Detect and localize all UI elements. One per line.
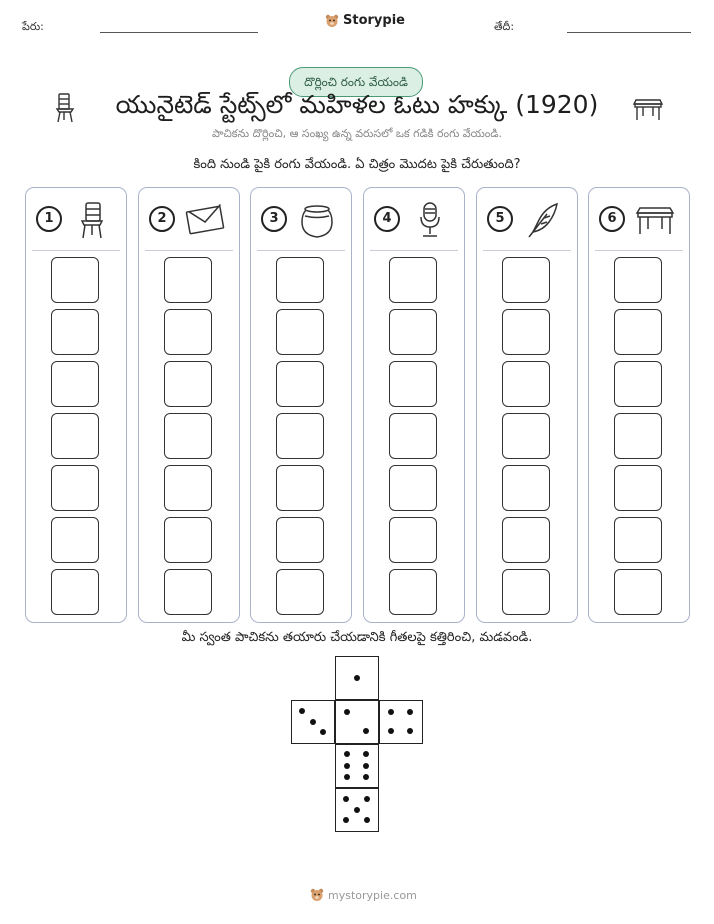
dice-face-4 [379,700,423,744]
coloring-cell[interactable] [502,569,550,615]
footer [310,888,417,902]
dice-face-1 [335,656,379,700]
coloring-cell[interactable] [502,413,550,459]
coloring-cell[interactable] [614,517,662,563]
coloring-cell[interactable] [276,413,324,459]
chair-icon [52,92,80,124]
dice-pip [354,675,360,681]
coloring-cell[interactable] [614,309,662,355]
coloring-cell[interactable] [276,257,324,303]
coloring-cell[interactable] [389,309,437,355]
dice-pip [407,728,413,734]
column-5 [476,187,578,623]
coloring-cell[interactable] [614,361,662,407]
column-number: 2 [149,206,175,232]
name-label: పేరు: [22,20,44,33]
coloring-cell[interactable] [276,309,324,355]
column-divider [257,250,345,251]
column-number: 1 [36,206,62,232]
coloring-cell[interactable] [389,465,437,511]
coloring-cell[interactable] [51,569,99,615]
dice-pip [320,729,326,735]
dice-pip [344,774,350,780]
coloring-cell[interactable] [51,465,99,511]
date-label: తేదీ: [494,20,515,33]
dice-pip [388,728,394,734]
dice-pip [363,728,369,734]
coloring-cell[interactable] [614,257,662,303]
coloring-cell[interactable] [389,257,437,303]
column-number: 5 [487,206,513,232]
activity-badge: దొర్లించి రంగు వేయండి [289,67,423,97]
dice-face-6 [335,744,379,788]
coloring-cell[interactable] [164,361,212,407]
column-2 [138,187,240,623]
coloring-cell[interactable] [164,569,212,615]
dice-face-3 [291,700,335,744]
coloring-cell[interactable] [51,257,99,303]
coloring-cell[interactable] [164,309,212,355]
dice-pip [363,763,369,769]
coloring-cell[interactable] [502,465,550,511]
column-4 [363,187,465,623]
dice-pip [364,817,370,823]
feather-quill-icon [523,200,563,240]
cut-instruction: మీ స్వంత పాచికను తయారు చేయడానికి గీతలపై కత్తిరించి, మడవండి. [181,630,533,645]
coloring-cell[interactable] [164,465,212,511]
coloring-cell[interactable] [164,517,212,563]
table-icon [632,94,664,122]
column-divider [145,250,233,251]
coloring-cell[interactable] [276,361,324,407]
page-subtitle: పాచికను దొర్లించి, ఆ సంఖ్య ఉన్న వరుసలో ఒక గడికి రంగు వేయండి. [212,127,502,140]
dice-pip [388,709,394,715]
dice-pip [299,708,305,714]
coloring-cell[interactable] [51,517,99,563]
date-line[interactable] [567,32,691,33]
pot-icon [297,200,337,240]
coloring-cell[interactable] [276,465,324,511]
coloring-cell[interactable] [389,361,437,407]
coloring-cell[interactable] [164,257,212,303]
dice-pip [363,751,369,757]
column-divider [32,250,120,251]
dice-pip [354,807,360,813]
coloring-cell[interactable] [51,413,99,459]
coloring-cell[interactable] [389,569,437,615]
coloring-cell[interactable] [502,257,550,303]
dice-pip [344,763,350,769]
table-icon [635,200,675,240]
coloring-cell[interactable] [389,517,437,563]
coloring-instruction: కింది నుండి పైకి రంగు వేయండి. ఏ చిత్రం మొదట పైకి చేరుతుంది? [193,157,521,172]
coloring-cell[interactable] [502,361,550,407]
dice-pip [343,796,349,802]
column-divider [483,250,571,251]
dice-pip [407,709,413,715]
coloring-cell[interactable] [614,413,662,459]
dice-pip [364,796,370,802]
name-line[interactable] [100,32,258,33]
column-number: 6 [599,206,625,232]
column-number: 3 [261,206,287,232]
coloring-cell[interactable] [614,569,662,615]
page-title: యునైటెడ్ స్టేట్స్‌లో మహిళల ఓటు హక్కు (1920) [115,90,599,119]
footer-url: mystorypie.com [328,888,417,902]
dice-face-5 [335,788,379,832]
bear-mascot-icon [310,888,324,902]
column-6 [588,187,690,623]
brand-name: Storypie [343,13,405,28]
coloring-cell[interactable] [389,413,437,459]
envelope-icon [185,200,225,240]
column-1 [25,187,127,623]
column-number: 4 [374,206,400,232]
dice-pip [310,719,316,725]
coloring-cell[interactable] [276,517,324,563]
dice-pip [344,709,350,715]
chair-icon [72,200,112,240]
dice-pip [343,817,349,823]
dice-face-2 [335,700,379,744]
coloring-cell[interactable] [614,465,662,511]
column-divider [370,250,458,251]
microphone-icon [410,200,450,240]
coloring-cell[interactable] [502,517,550,563]
coloring-cell[interactable] [502,309,550,355]
dice-pip [363,774,369,780]
coloring-cell[interactable] [51,361,99,407]
dice-pip [344,751,350,757]
column-3 [250,187,352,623]
bear-mascot-icon [325,14,339,28]
coloring-cell[interactable] [51,309,99,355]
brand-logo [325,13,405,28]
column-divider [595,250,683,251]
coloring-cell[interactable] [164,413,212,459]
coloring-cell[interactable] [276,569,324,615]
